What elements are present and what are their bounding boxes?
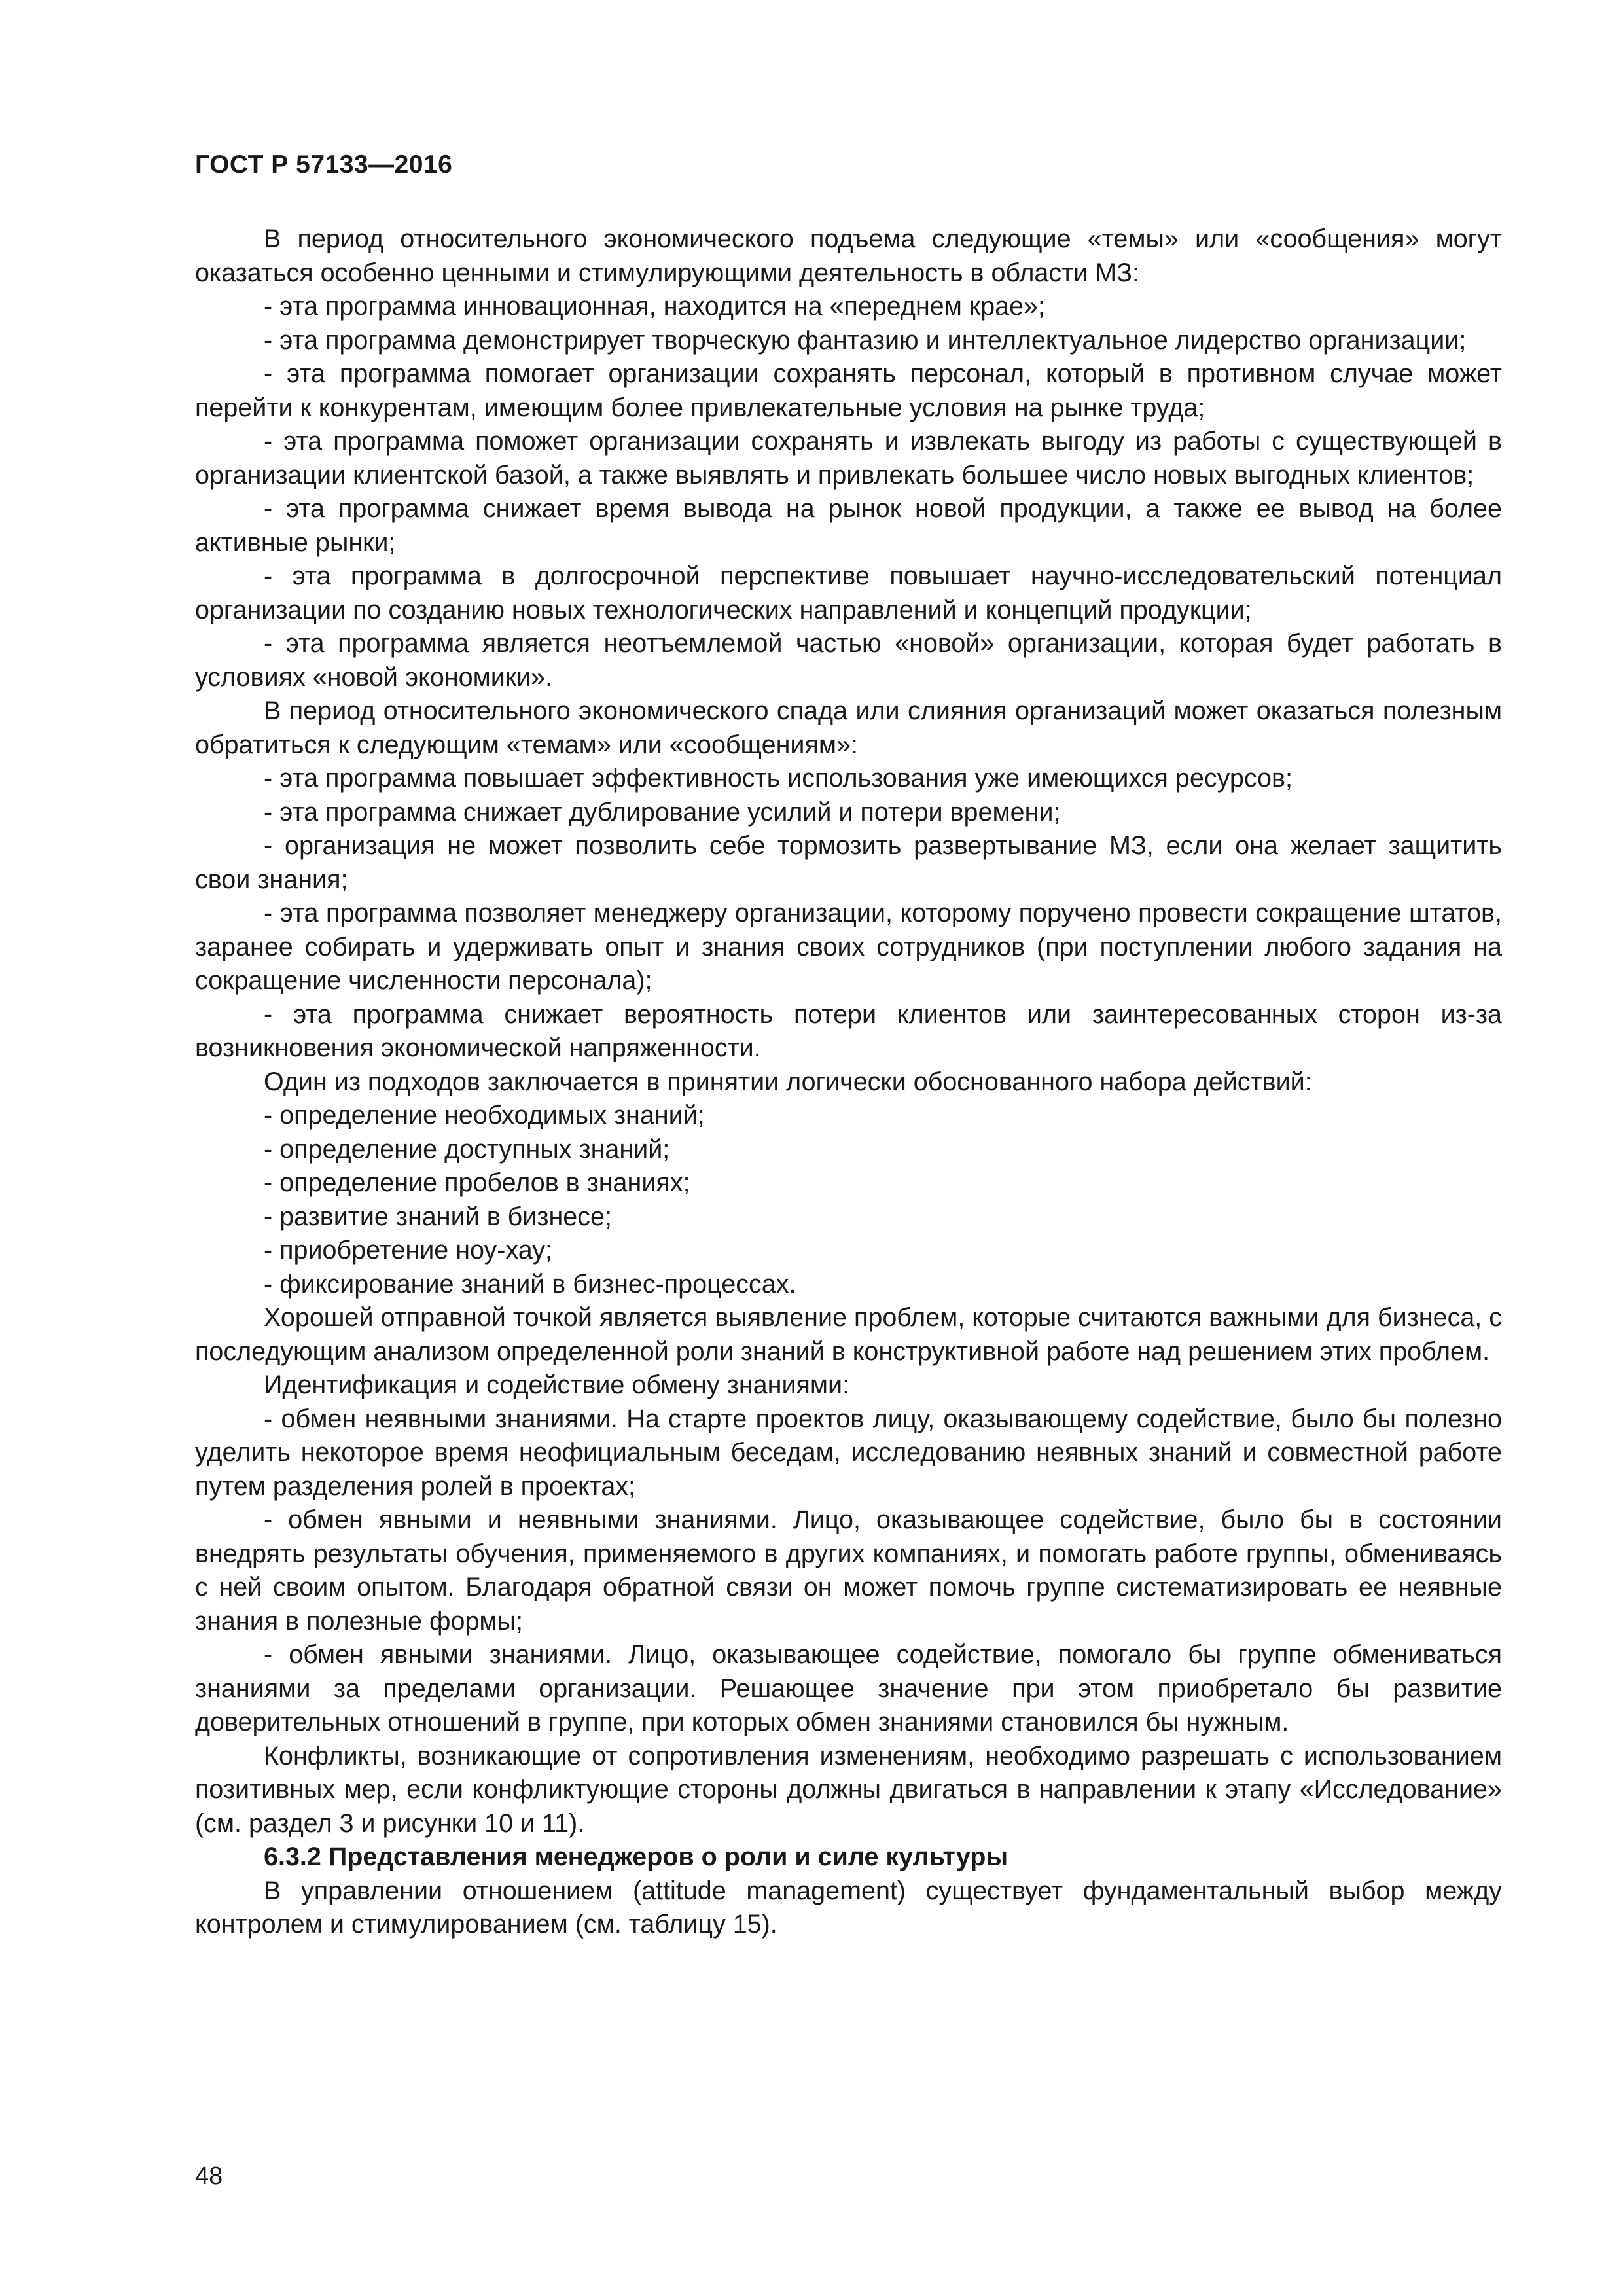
- document-header: ГОСТ Р 57133—2016: [195, 151, 453, 179]
- list-item: - определение пробелов в знаниях;: [264, 1168, 690, 1197]
- list-item: - определение необходимых знаний;: [264, 1101, 705, 1130]
- page-number: 48: [195, 2162, 223, 2190]
- list-item: - обмен явными знаниями. Лицо, оказывающее содействие, помогало бы группе обмениваться знаниями за пределами организации. Решающее значение при этом приобретало бы развитие доверительных отношений в группе, при которых обмен знаниями становился бы нужным.: [195, 1640, 1502, 1736]
- paragraph: В период относительного экономического подъема следующие «темы» или «сообщения» могут оказаться особенно ценными и стимулирующими деятельность в области МЗ:: [195, 224, 1502, 287]
- section-heading: 6.3.2 Представления менеджеров о роли и силе культуры: [264, 1842, 1008, 1871]
- list-item: - эта программа повышает эффективность использования уже имеющихся ресурсов;: [264, 764, 1293, 793]
- list-item: - эта программа инновационная, находится на «переднем крае»;: [264, 292, 1045, 321]
- paragraph: Один из подходов заключается в принятии логически обоснованного набора действий:: [264, 1067, 1312, 1096]
- paragraph: Хорошей отправной точкой является выявление проблем, которые считаются важными для бизнеса, с последующим анализом определенной роли знаний в конструктивной работе над решением этих проблем.: [195, 1303, 1502, 1366]
- list-item: - развитие знаний в бизнесе;: [264, 1202, 612, 1231]
- list-item: - фиксирование знаний в бизнес-процессах.: [264, 1269, 796, 1299]
- list-item: - эта программа демонстрирует творческую фантазию и интеллектуальное лидерство организации;: [264, 325, 1467, 355]
- list-item: - эта программа снижает время вывода на рынок новой продукции, а также ее вывод на более активные рынки;: [195, 494, 1502, 557]
- list-item: - приобретение ноу-хау;: [264, 1236, 552, 1265]
- list-item: - эта программа снижает дублирование усилий и потери времени;: [264, 797, 1061, 827]
- paragraph: Идентификация и содействие обмену знаниями:: [264, 1371, 850, 1399]
- list-item: - эта программа позволяет менеджеру организации, которому поручено провести сокращение штатов, заранее собирать и удерживать опыт и знания своих сотрудников (при поступлении любого задания на сокращение численности персонала);: [195, 899, 1502, 995]
- body-text: [195, 223, 1502, 1942]
- list-item: - обмен неявными знаниями. На старте проектов лицу, оказывающему содействие, было бы полезно уделить некоторое время неофициальным беседам, исследованию неявных знаний и совместной работе путем разделения ролей в проектах;: [195, 1404, 1502, 1501]
- paragraph: В период относительного экономического спада или слияния организаций может оказаться полезным обратиться к следующим «темам» или «сообщениям»:: [195, 696, 1502, 759]
- list-item: - эта программа помогает организации сохранять персонал, который в противном случае может перейти к конкурентам, имеющим более привлекательные условия на рынке труда;: [195, 359, 1502, 422]
- paragraph: В управлении отношением (attitude management) существует фундаментальный выбор между контролем и стимулированием (см. таблицу 15).: [195, 1876, 1502, 1939]
- list-item: - эта программа в долгосрочной перспективе повышает научно-исследовательский потенциал организации по созданию новых технологических направлений и концепций продукции;: [195, 562, 1502, 624]
- list-item: - обмен явными и неявными знаниями. Лицо, оказывающее содействие, было бы в состоянии внедрять результаты обучения, применяемого в других компаниях, и помогать работе группы, обмениваясь с ней своим опытом. Благодаря обратной связи он может помочь группе систематизировать ее неявные знания в полезные формы;: [195, 1505, 1502, 1636]
- list-item: - определение доступных знаний;: [264, 1134, 670, 1164]
- list-item: - эта программа снижает вероятность потери клиентов или заинтересованных сторон из-за возникновения экономической напряженности.: [195, 999, 1502, 1062]
- list-item: - эта программа является неотъемлемой частью «новой» организации, которая будет работать в условиях «новой экономики».: [195, 629, 1502, 692]
- paragraph: Конфликты, возникающие от сопротивления изменениям, необходимо разрешать с использованием позитивных мер, если конфликтующие стороны должны двигаться в направлении к этапу «Исследование» (см. раздел 3 и рисунки 10 и 11).: [195, 1741, 1502, 1838]
- list-item: - эта программа поможет организации сохранять и извлекать выгоду из работы с существующей в организации клиентской базой, а также выявлять и привлекать большее число новых выгодных клиентов;: [195, 427, 1502, 490]
- list-item: - организация не может позволить себе тормозить развертывание МЗ, если она желает защитить свои знания;: [195, 831, 1502, 894]
